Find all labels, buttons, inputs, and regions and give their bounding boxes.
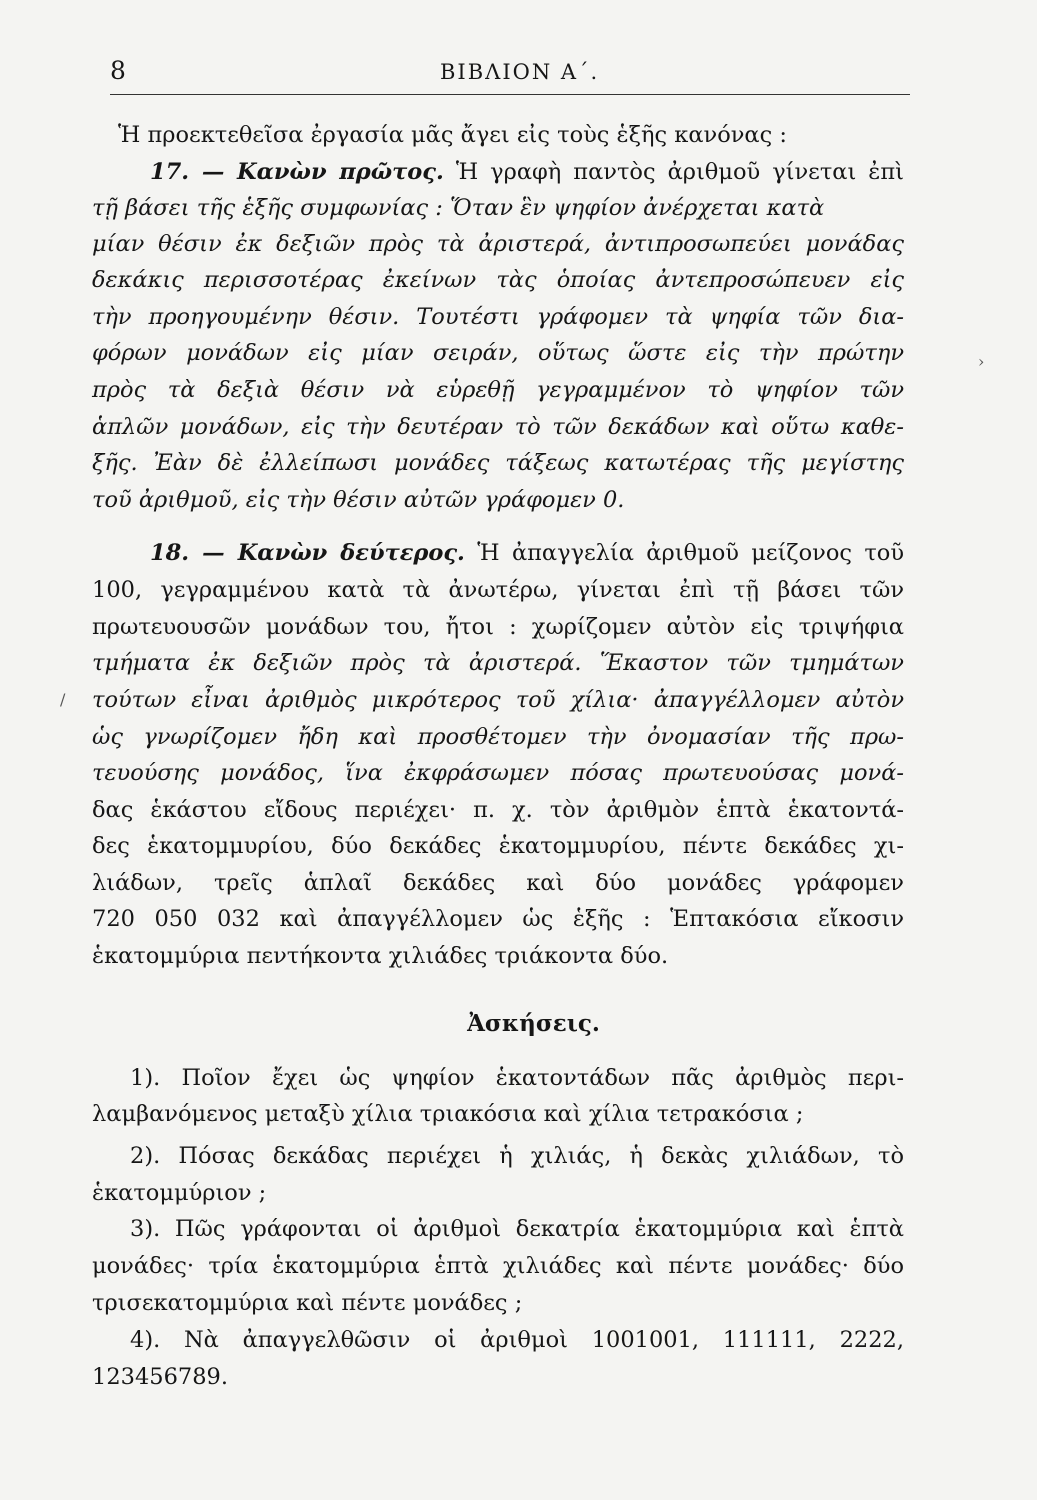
exercise-3-line-1: 3). Πῶς γράφονται οἱ ἀριθμοὶ δεκατρία ἑκατομμύρια καὶ ἑπτὰ bbox=[130, 1216, 904, 1242]
exercise-1-line-2: λαμβανόμενος μεταξὺ χίλια τριακόσια καὶ χίλια τετρακόσια ; bbox=[92, 1101, 804, 1127]
exercise-3-line-2: μονάδες· τρία ἑκατομμύρια ἑπτὰ χιλιάδες καὶ πέντε μονάδες· δύο bbox=[92, 1253, 904, 1279]
rule2-line-5: τευούσης μονάδος, ἵνα ἐκφράσωμεν πόσας πρωτευούσας μονά- bbox=[92, 760, 904, 786]
margin-mark: / bbox=[60, 690, 66, 709]
rule1-line-2: μίαν θέσιν ἐκ δεξιῶν πρὸς τὰ ἀριστερά, ἀντιπροσωπεύει μονάδας bbox=[92, 231, 904, 257]
running-head: ΒΙΒΛΙΟΝ Α΄. bbox=[440, 60, 600, 84]
exercise-4-line-2: 123456789. bbox=[92, 1364, 228, 1390]
rule1-label: 17. — Κανὼν πρῶτος. bbox=[150, 159, 444, 185]
exercise-3-line-3: τρισεκατομμύρια καὶ πέντε μονάδες ; bbox=[92, 1290, 523, 1316]
rule2-line-6: δας ἑκάστου εἴδους περιέχει· π. χ. τὸν ἀριθμὸν ἑπτὰ ἑκατοντά- bbox=[92, 797, 904, 823]
intro-line: Ἡ προεκτεθεῖσα ἐργασία μᾶς ἄγει εἰς τοὺς ἑξῆς κανόνας : bbox=[118, 122, 787, 148]
rule1-line-7: ἁπλῶν μονάδων, εἰς τὴν δευτέραν τὸ τῶν δεκάδων καὶ οὕτω καθε- bbox=[92, 414, 904, 440]
rule2-line-1: πρωτευουσῶν μονάδων του, ἤτοι : χωρίζομεν αὐτὸν εἰς τριψήφια bbox=[92, 614, 904, 640]
rule2-text: Ἡ ἀπαγγελία ἀριθμοῦ μείζονος τοῦ bbox=[477, 540, 904, 566]
rule2-line-8: λιάδων, τρεῖς ἁπλαῖ δεκάδες καὶ δύο μονάδες γράφομεν bbox=[92, 870, 904, 896]
rule2-line-2: τμήματα ἐκ δεξιῶν πρὸς τὰ ἀριστερά. Ἕκαστον τῶν τμημάτων bbox=[92, 650, 904, 676]
rule2-line-10: ἑκατομμύρια πεντήκοντα χιλιάδες τριάκοντα δύο. bbox=[92, 943, 669, 969]
rule2-label: 18. — Κανὼν δεύτερος. bbox=[150, 540, 465, 566]
rule2-line-9: 720 050 032 καὶ ἀπαγγέλλομεν ὡς ἑξῆς : Ἑπτακόσια εἴκοσιν bbox=[92, 906, 904, 932]
rule1-line-9: τοῦ ἀριθμοῦ, εἰς τὴν θέσιν αὐτῶν γράφομεν 0. bbox=[92, 487, 625, 513]
rule2-line-0: 100, γεγραμμένου κατὰ τὰ ἀνωτέρω, γίνεται ἐπὶ τῇ βάσει τῶν bbox=[92, 577, 904, 603]
rule1-first-line bbox=[150, 156, 904, 188]
rule1-line-1: τῇ βάσει τῆς ἑξῆς συμφωνίας : Ὅταν ἓν ψηφίον ἀνέρχεται κατὰ bbox=[92, 195, 825, 221]
rule2-first-line bbox=[150, 537, 904, 569]
exercise-2-line-2: ἑκατομμύριον ; bbox=[92, 1180, 267, 1206]
rule2-line-7: δες ἑκατομμυρίου, δύο δεκάδες ἑκατομμυρίου, πέντε δεκάδες χι- bbox=[92, 833, 904, 859]
margin-mark: › bbox=[978, 352, 985, 371]
header-rule bbox=[110, 94, 910, 95]
rule2-line-3: τούτων εἶναι ἀριθμὸς μικρότερος τοῦ χίλια· ἀπαγγέλλομεν αὐτὸν bbox=[92, 687, 904, 713]
rule1-text: Ἡ γραφὴ παντὸς ἀριθμοῦ γίνεται ἐπὶ bbox=[455, 159, 904, 185]
exercises-heading: Ἀσκήσεις. bbox=[467, 1010, 600, 1037]
rule2-line-4: ὡς γνωρίζομεν ἤδη καὶ προσθέτομεν τὴν ὀνομασίαν τῆς πρω- bbox=[92, 724, 904, 750]
page-number: 8 bbox=[110, 56, 126, 85]
page-header bbox=[110, 52, 910, 92]
rule1-line-8: ξῆς. Ἐὰν δὲ ἐλλείπωσι μονάδες τάξεως κατωτέρας τῆς μεγίστης bbox=[92, 450, 904, 476]
exercise-2-line-1: 2). Πόσας δεκάδας περιέχει ἡ χιλιάς, ἡ δεκὰς χιλιάδων, τὸ bbox=[130, 1143, 904, 1169]
rule1-line-5: φόρων μονάδων εἰς μίαν σειράν, οὕτως ὥστε εἰς τὴν πρώτην bbox=[92, 340, 904, 366]
rule1-line-3: δεκάκις περισσοτέρας ἐκείνων τὰς ὁποίας ἀντεπροσώπευεν εἰς bbox=[92, 267, 904, 293]
rule1-line-4: τὴν προηγουμένην θέσιν. Τουτέστι γράφομεν τὰ ψηφία τῶν δια- bbox=[92, 304, 904, 330]
exercise-4-line-1: 4). Νὰ ἀπαγγελθῶσιν οἱ ἀριθμοὶ 1001001, 111111, 2222, bbox=[130, 1327, 904, 1353]
rule1-line-6: πρὸς τὰ δεξιὰ θέσιν νὰ εὑρεθῇ γεγραμμένον τὸ ψηφίον τῶν bbox=[92, 377, 904, 403]
exercise-1-line-1: 1). Ποῖον ἔχει ὡς ψηφίον ἑκατοντάδων πᾶς ἀριθμὸς περι- bbox=[130, 1065, 904, 1091]
